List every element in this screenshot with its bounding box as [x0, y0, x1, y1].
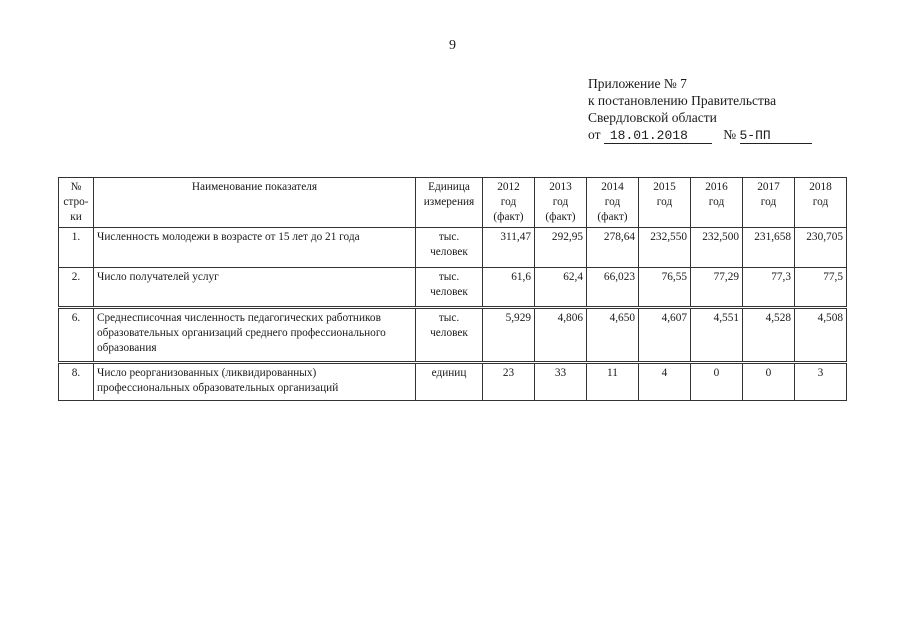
- header-text: год: [812, 196, 829, 208]
- value-cell: 3: [795, 363, 847, 401]
- header-text: 2014: [601, 181, 624, 193]
- appendix-block: [588, 75, 812, 144]
- page-number: 9: [449, 38, 456, 53]
- value-cell: 5,929: [483, 308, 535, 363]
- indicators-table: [58, 177, 847, 401]
- header-year: [535, 178, 587, 228]
- header-text: 2017: [757, 181, 780, 193]
- value-cell: 4,528: [743, 308, 795, 363]
- value-cell: 76,55: [639, 268, 691, 308]
- value-cell: 77,5: [795, 268, 847, 308]
- value-cell: 4,650: [587, 308, 639, 363]
- header-year: [483, 178, 535, 228]
- value-cell: 231,658: [743, 228, 795, 268]
- value-cell: 230,705: [795, 228, 847, 268]
- appendix-region-line: Свердловской области: [588, 110, 717, 125]
- value-cell: 33: [535, 363, 587, 401]
- indicator-name: Число реорганизованных (ликвидированных) профессиональных образовательных организаций: [94, 363, 416, 401]
- header-text: (факт): [493, 211, 524, 223]
- table-row: [59, 308, 847, 363]
- indicator-name: Число получателей услуг: [94, 268, 416, 308]
- row-number: 8.: [59, 363, 94, 401]
- header-text: №: [70, 181, 82, 193]
- table-row: [59, 228, 847, 268]
- appendix-resolution-line: к постановлению Правительства: [588, 93, 777, 108]
- header-text: год: [760, 196, 777, 208]
- value-cell: 0: [743, 363, 795, 401]
- header-text: год: [552, 196, 569, 208]
- header-text: измерения: [423, 196, 475, 208]
- value-cell: 4,607: [639, 308, 691, 363]
- header-year: [743, 178, 795, 228]
- resolution-date: 18.01.2018: [604, 129, 712, 144]
- value-cell: 11: [587, 363, 639, 401]
- header-year: [691, 178, 743, 228]
- indicator-name: Среднесписочная численность педагогических работников образовательных организаций среднего профессионального образования: [94, 308, 416, 363]
- value-cell: 66,023: [587, 268, 639, 308]
- unit-text: тыс.: [438, 312, 460, 324]
- row-number: 6.: [59, 308, 94, 363]
- value-cell: 4,806: [535, 308, 587, 363]
- unit-text: тыс.: [438, 271, 460, 283]
- header-year: [639, 178, 691, 228]
- value-cell: 278,64: [587, 228, 639, 268]
- unit-text: единиц: [431, 367, 467, 379]
- header-unit: [416, 178, 483, 228]
- date-prefix: от: [588, 127, 601, 142]
- header-text: (факт): [545, 211, 576, 223]
- header-row-number: [59, 178, 94, 228]
- appendix-date-line: [588, 126, 812, 144]
- header-text: 2016: [705, 181, 728, 193]
- header-text: 2015: [653, 181, 676, 193]
- unit-text: человек: [430, 246, 468, 258]
- header-text: 2018: [809, 181, 832, 193]
- header-text: Единица: [428, 181, 470, 193]
- header-text: 2013: [549, 181, 572, 193]
- resolution-number: 5-ПП: [740, 129, 812, 144]
- table-row: [59, 363, 847, 401]
- value-cell: 0: [691, 363, 743, 401]
- number-prefix: №: [723, 127, 737, 142]
- header-year: [795, 178, 847, 228]
- value-cell: 232,500: [691, 228, 743, 268]
- appendix-title: Приложение № 7: [588, 76, 687, 91]
- header-text: стро-: [63, 196, 89, 208]
- header-text: год: [708, 196, 725, 208]
- value-cell: 4: [639, 363, 691, 401]
- value-cell: 232,550: [639, 228, 691, 268]
- value-cell: 61,6: [483, 268, 535, 308]
- row-number: 1.: [59, 228, 94, 268]
- value-cell: 4,508: [795, 308, 847, 363]
- unit-cell: [416, 228, 483, 268]
- value-cell: 311,47: [483, 228, 535, 268]
- header-text: год: [656, 196, 673, 208]
- table-row: [59, 268, 847, 308]
- unit-cell: [416, 363, 483, 401]
- header-text: (факт): [597, 211, 628, 223]
- table-header-row: [59, 178, 847, 228]
- header-text: год: [604, 196, 621, 208]
- unit-text: человек: [430, 286, 468, 298]
- header-text: 2012: [497, 181, 520, 193]
- header-year: [587, 178, 639, 228]
- header-text: ки: [70, 211, 82, 223]
- unit-text: тыс.: [438, 231, 460, 243]
- value-cell: 77,3: [743, 268, 795, 308]
- value-cell: 292,95: [535, 228, 587, 268]
- value-cell: 62,4: [535, 268, 587, 308]
- header-indicator-name: Наименование показателя: [94, 178, 416, 228]
- value-cell: 23: [483, 363, 535, 401]
- indicator-name: Численность молодежи в возрасте от 15 лет до 21 года: [94, 228, 416, 268]
- value-cell: 4,551: [691, 308, 743, 363]
- unit-text: человек: [430, 327, 468, 339]
- header-text: год: [500, 196, 517, 208]
- row-number: 2.: [59, 268, 94, 308]
- value-cell: 77,29: [691, 268, 743, 308]
- unit-cell: [416, 268, 483, 308]
- unit-cell: [416, 308, 483, 363]
